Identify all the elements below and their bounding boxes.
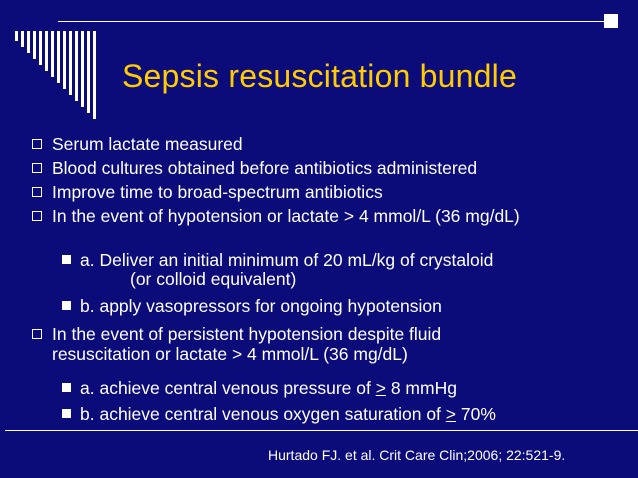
box-bullet-icon — [32, 187, 42, 197]
slide-title: Sepsis resuscitation bundle — [122, 58, 517, 94]
list-item: Serum lactate measured — [52, 134, 243, 154]
list-item-continuation: resuscitation or lactate > 4 mmol/L (36 mg/dL) — [52, 344, 408, 364]
citation: Hurtado FJ. et al. Crit Care Clin;2006; 22:521-9. — [268, 447, 566, 463]
ge-symbol: > — [445, 404, 457, 424]
list-item: In the event of hypotension or lactate > 4 mmol/L (36 mg/dL) — [52, 206, 520, 226]
square-bullet-icon — [62, 409, 71, 418]
item-text-pre: a. achieve central venous pressure of — [80, 378, 376, 398]
sub-list-item: b. apply vasopressors for ongoing hypotension — [80, 296, 442, 316]
bottom-divider — [5, 430, 638, 431]
box-bullet-icon — [32, 329, 42, 339]
sub-list-item-continuation: (or colloid equivalent) — [130, 269, 297, 289]
item-text-post: 70% — [456, 404, 496, 424]
item-text-post: 8 mmHg — [385, 378, 457, 398]
top-divider — [58, 21, 618, 22]
box-bullet-icon — [32, 163, 42, 173]
square-bullet-icon — [62, 383, 71, 392]
ge-symbol: > — [375, 378, 386, 398]
list-item: In the event of persistent hypotension despite fluid — [52, 324, 442, 344]
corner-square — [604, 14, 618, 28]
sub-list-item: a. Deliver an initial minimum of 20 mL/kg of crystaloid — [80, 250, 494, 270]
sub-list-item — [80, 378, 457, 398]
sub-list-item — [80, 404, 496, 424]
box-bullet-icon — [32, 139, 42, 149]
square-bullet-icon — [62, 301, 71, 310]
square-bullet-icon — [62, 255, 71, 264]
item-text-pre: b. achieve central venous oxygen saturation of — [80, 404, 446, 424]
box-bullet-icon — [32, 211, 42, 221]
list-item: Improve time to broad-spectrum antibiotics — [52, 182, 383, 202]
list-item: Blood cultures obtained before antibiotics administered — [52, 158, 478, 178]
